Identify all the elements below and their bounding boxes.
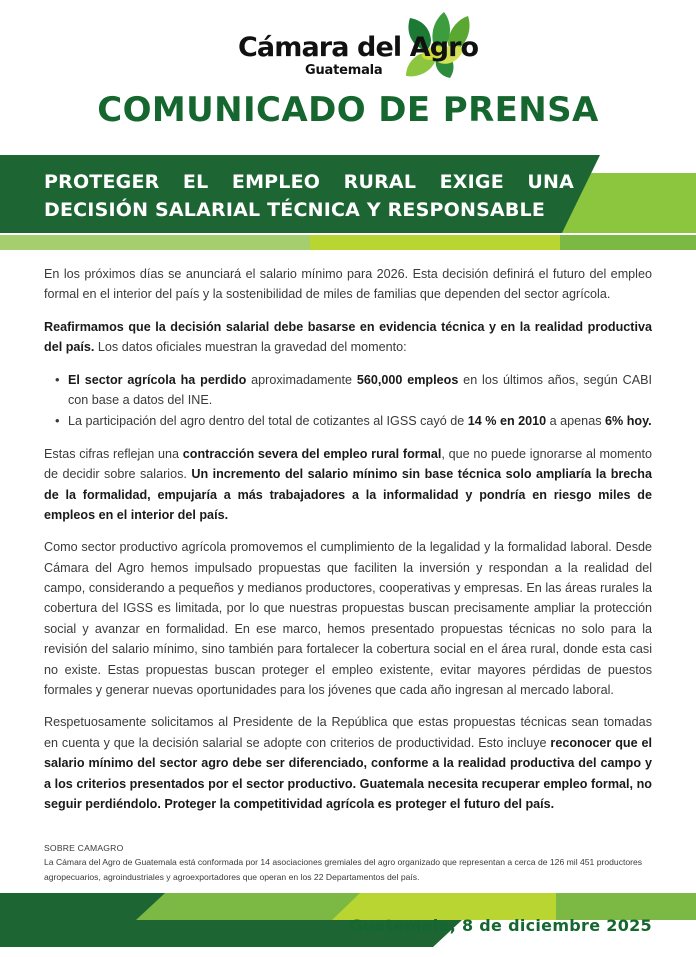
list-item bbox=[68, 411, 652, 431]
headline-banner bbox=[0, 155, 696, 250]
publication-date: Guatemala, 8 de diciembre 2025 bbox=[349, 916, 652, 935]
paragraph-solicitud-text: Respetuosamente solicitamos al Presidente de la República que estas propuestas técnicas sean tomadas en cuenta y que la decisión salarial se adopte con criterios de productividad. Esto incluye bbox=[44, 715, 652, 750]
paragraph-cifras-bold-2: Un incremento del salario mínimo sin base técnica solo ampliaría la brecha de la formalidad, empujaría a más trabajadores a la informalidad y pondría en riesgo miles de empleos en el interior del país. bbox=[44, 467, 652, 522]
paragraph-reafirmamos-bold: Reafirmamos que la decisión salarial debe basarse en evidencia técnica y en la realidad productiva del país. bbox=[44, 319, 652, 355]
banner-headline-line-2: DECISIÓN SALARIAL TÉCNICA Y RESPONSABLE bbox=[44, 198, 546, 221]
paragraph-reafirmamos-text: Los datos oficiales muestran la gravedad del momento: bbox=[94, 340, 407, 355]
page-title: COMUNICADO DE PRENSA bbox=[97, 90, 599, 130]
paragraph-sector-productivo bbox=[44, 537, 652, 700]
paragraph-cifras-bold-1: contracción severa del empleo rural formal bbox=[182, 446, 442, 461]
statistics-list bbox=[44, 370, 652, 432]
logo-subtitle: Guatemala bbox=[305, 63, 383, 78]
bullet-2-bold-2: 6% hoy. bbox=[605, 414, 652, 429]
paragraph-sector-productivo-text: Como sector productivo agrícola promovemos el cumplimiento de la legalidad y la formalidad laboral. Desde Cámara del Agro hemos impulsado propuestas que faciliten la inversión y respondan a la realidad del campo, considerando a pequeños y medianos productores, cooperativas y empresas. En las áreas rurales la cobertura del IGSS es limitada, por lo que nuestras propuestas buscan precisamente ampliar la protección social y avanzar en formalidad. En ese marco, hemos presentado propuestas técnicas no solo para la revisión del salario mínimo, sino también para fortalecer la cobertura social en el área rural, donde esta casi no existe. Estas propuestas buscan proteger el empleo existente, evitar mayores pérdidas de puestos formales y generar nuevas oportunidades para los jóvenes que cada año ingresan al mercado laboral. bbox=[44, 540, 652, 698]
logo-wordmark: Cámara del Agro bbox=[238, 32, 479, 63]
document-body bbox=[44, 264, 652, 826]
list-item bbox=[68, 370, 652, 411]
paragraph-solicitud-bold: reconocer que el salario mínimo del sector agro debe ser diferenciado, conforme a la realidad productiva del campo y a los criterios presentados por el sector productivo. Guatemala necesita recuperar empleo formal, no seguir perdiéndolo. Proteger la competitividad agrícola es proteger el futuro del país. bbox=[44, 735, 652, 811]
logo-header bbox=[0, 0, 696, 86]
paragraph-intro bbox=[44, 264, 652, 305]
bullet-1-bold-2: 560,000 empleos bbox=[356, 372, 459, 387]
bullet-1-text-1: aproximadamente bbox=[246, 372, 357, 387]
footer-bar bbox=[0, 890, 696, 957]
banner-headline-line-1: PROTEGER EL EMPLEO RURAL EXIGE UNA bbox=[44, 171, 574, 193]
bullet-1-text-2: en los últimos años, según CABI con base a datos del INE. bbox=[68, 372, 652, 407]
bullet-2-bold-1: 14 % en 2010 bbox=[467, 414, 547, 429]
bullet-2-text-1: La participación del agro dentro del total de cotizantes al IGSS cayó de bbox=[68, 414, 468, 429]
camara-del-agro-logo bbox=[238, 16, 488, 82]
paragraph-solicitud bbox=[44, 712, 652, 814]
banner-headline bbox=[44, 169, 574, 224]
bullet-2-text-2: a apenas bbox=[546, 414, 605, 429]
about-camagro-text: La Cámara del Agro de Guatemala está conformada por 14 asociaciones gremiales del agro organizado que representan a cerca de 126 mil 451 productores agropecuarios, agroindustriales y agroexportadores que operan en los 22 Departamentos del país. bbox=[44, 857, 643, 882]
about-camagro-heading: SOBRE CAMAGRO bbox=[44, 843, 124, 853]
about-camagro-section bbox=[44, 843, 660, 885]
paragraph-reafirmamos bbox=[44, 317, 652, 358]
paragraph-cifras-text-2: , que no puede ignorarse al momento de decidir sobre salarios. bbox=[44, 446, 652, 482]
paragraph-cifras bbox=[44, 444, 652, 526]
paragraph-cifras-text-1: Estas cifras reflejan una bbox=[44, 446, 183, 461]
bullet-1-bold-1: El sector agrícola ha perdido bbox=[68, 372, 247, 387]
paragraph-intro-text: En los próximos días se anunciará el salario mínimo para 2026. Esta decisión definirá el futuro del empleo formal en el interior del país y la sostenibilidad de miles de familias que dependen del sector agrícola. bbox=[44, 267, 652, 302]
